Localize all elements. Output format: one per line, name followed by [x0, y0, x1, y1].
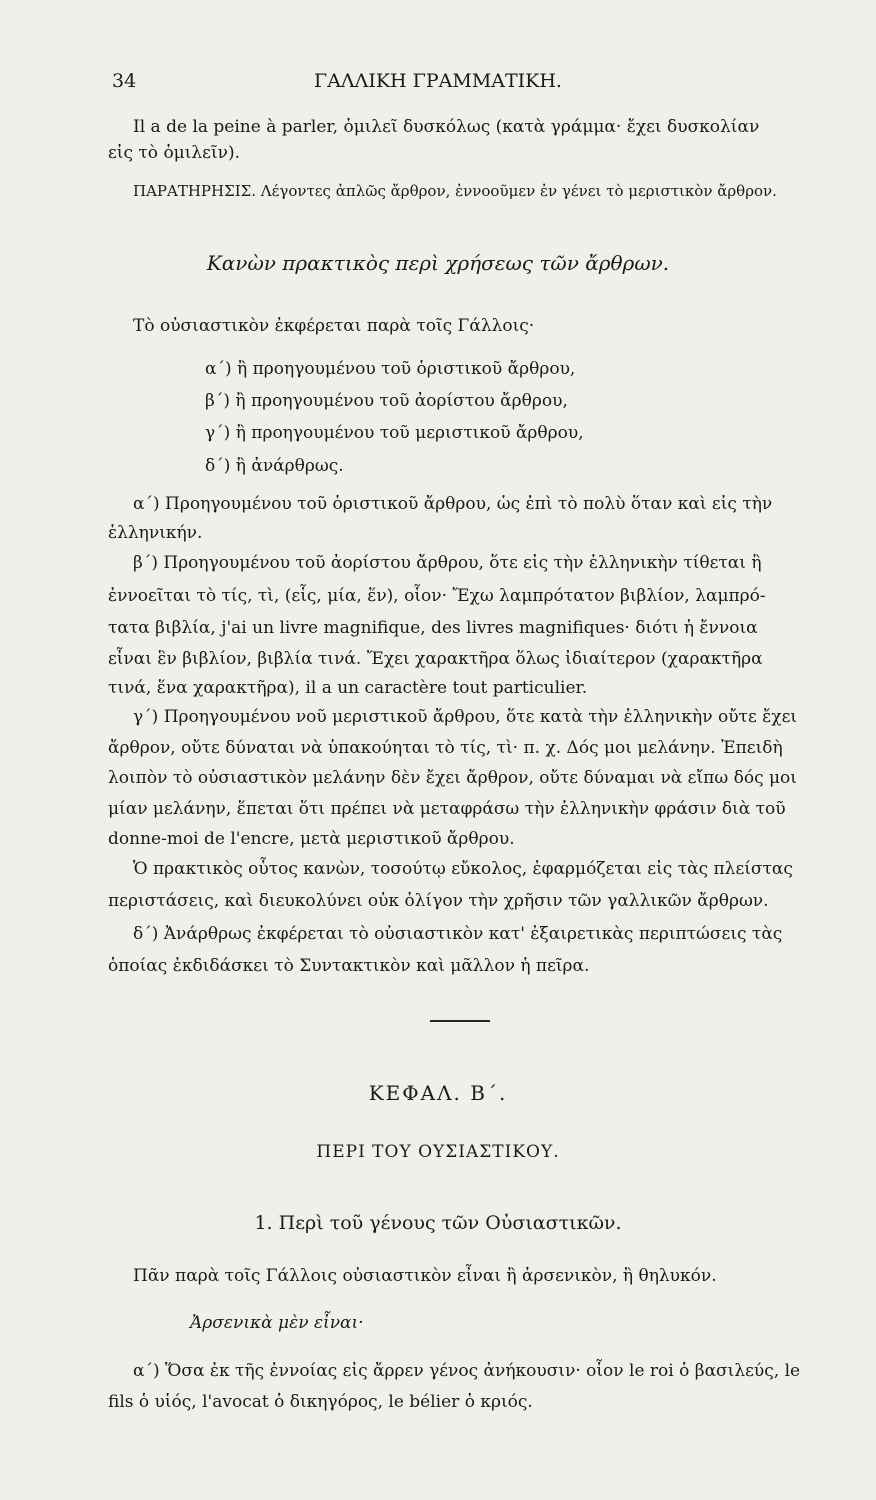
list-item: α΄) ἢ προηγουμένου τοῦ ὁριστικοῦ ἄρθρου,: [205, 359, 576, 379]
text-line: ἑλληνικήν.: [108, 523, 203, 543]
text-line: περιστάσεις, καὶ διευκολύνει οὐκ ὀλίγον τὴν χρῆσιν τῶν γαλλικῶν ἄρθρων.: [108, 891, 769, 911]
text-line: τατα βιβλία, j'ai un livre magnifique, des livres magnifiques· διότι ἡ ἔννοια: [108, 618, 758, 638]
text-line: Il a de la peine à parler, ὁμιλεῖ δυσκόλως (κατὰ γράμμα· ἔχει δυσκολίαν: [133, 117, 760, 137]
section-heading: 1. Περὶ τοῦ γένους τῶν Οὐσιαστικῶν.: [254, 1212, 622, 1234]
text-line: Τὸ οὐσιαστικὸν ἐκφέρεται παρὰ τοῖς Γάλλοις·: [133, 316, 535, 336]
text-line: δ΄) Ἀνάρθρως ἐκφέρεται τὸ οὐσιαστικὸν κατ' ἐξαιρετικὰς περιπτώσεις τὰς: [133, 924, 783, 944]
page-number: 34: [112, 70, 137, 92]
subheading: Ἀρσενικὰ μὲν εἶναι·: [190, 1313, 364, 1333]
text-line: β΄) Προηγουμένου τοῦ ἀορίστου ἄρθρου, ὅτε εἰς τὴν ἑλληνικὴν τίθεται ἢ: [133, 553, 762, 573]
remark-line: ΠΑΡΑΤΗΡΗΣΙΣ. Λέγοντες ἁπλῶς ἄρθρον, ἐννοοῦμεν ἐν γένει τὸ μεριστικὸν ἄρθρον.: [133, 182, 777, 200]
text-line: εἰς τὸ ὁμιλεῖν).: [108, 143, 241, 163]
text-line: α΄) Ὅσα ἐκ τῆς ἐννοίας εἰς ἄρρεν γένος ἀνήκουσιν· οἷον le roi ὁ βασιλεύς, le: [133, 1361, 801, 1381]
text-line: ἐννοεῖται τὸ τίς, τὶ, (εἷς, μία, ἕν), οἷον· Ἔχω λαμπρότατον βιβλίον, λαμπρό-: [108, 586, 766, 606]
text-line: Ὁ πρακτικὸς οὗτος κανὼν, τοσούτῳ εὔκολος, ἐφαρμόζεται εἰς τὰς πλείστας: [133, 859, 793, 879]
text-line: donne-moi de l'encre, μετὰ μεριστικοῦ ἄρθρου.: [108, 829, 515, 849]
rule-heading: Κανὼν πρακτικὸς περὶ χρήσεως τῶν ἄρθρων.: [206, 251, 670, 275]
chapter-title: ΠΕΡΙ ΤΟΥ ΟΥΣΙΑΣΤΙΚΟΥ.: [316, 1142, 560, 1162]
text-line: τινά, ἕνα χαρακτῆρα), il a un caractère tout particulier.: [108, 678, 588, 698]
text-line: α΄) Προηγουμένου τοῦ ὁριστικοῦ ἄρθρου, ὡς ἐπὶ τὸ πολὺ ὅταν καὶ εἰς τὴν: [133, 494, 773, 514]
list-item: δ΄) ἢ ἀνάρθρως.: [205, 456, 344, 476]
text-line: ἄρθρον, οὔτε δύναται νὰ ὑπακούηται τὸ τίς, τὶ· π. χ. Δός μοι μελάνην. Ἐπειδὴ: [108, 738, 783, 758]
running-title: ΓΑΛΛΙΚΗ ΓΡΑΜΜΑΤΙΚΗ.: [314, 70, 562, 92]
section-divider: [430, 1020, 490, 1022]
text-line: fils ὁ υἱός, l'avocat ὁ δικηγόρος, le bélier ὁ κριός.: [108, 1392, 533, 1412]
text-line: μίαν μελάνην, ἕπεται ὅτι πρέπει νὰ μεταφράσω τὴν ἑλληνικὴν φράσιν διὰ τοῦ: [108, 799, 786, 819]
text-line: εἶναι ἓν βιβλίον, βιβλία τινά. Ἔχει χαρακτῆρα ὅλως ἰδιαίτερον (χαρακτῆρα: [108, 649, 763, 669]
list-item: γ΄) ἢ προηγουμένου τοῦ μεριστικοῦ ἄρθρου,: [205, 423, 584, 443]
chapter-heading: ΚΕΦΑΛ. Β΄.: [368, 1081, 508, 1105]
list-item: β΄) ἢ προηγουμένου τοῦ ἀορίστου ἄρθρου,: [205, 391, 568, 411]
text-line: λοιπὸν τὸ οὐσιαστικὸν μελάνην δὲν ἔχει ἄρθρον, οὔτε δύναμαι νὰ εἴπω δός μοι: [108, 768, 797, 788]
text-line: γ΄) Προηγουμένου νοῦ μεριστικοῦ ἄρθρου, ὅτε κατὰ τὴν ἑλληνικὴν οὔτε ἔχει: [133, 707, 798, 727]
text-line: ὁποίας ἐκδιδάσκει τὸ Συντακτικὸν καὶ μᾶλλον ἡ πεῖρα.: [108, 956, 590, 976]
text-line: Πᾶν παρὰ τοῖς Γάλλοις οὐσιαστικὸν εἶναι ἢ ἀρσενικὸν, ἢ θηλυκόν.: [133, 1266, 717, 1286]
